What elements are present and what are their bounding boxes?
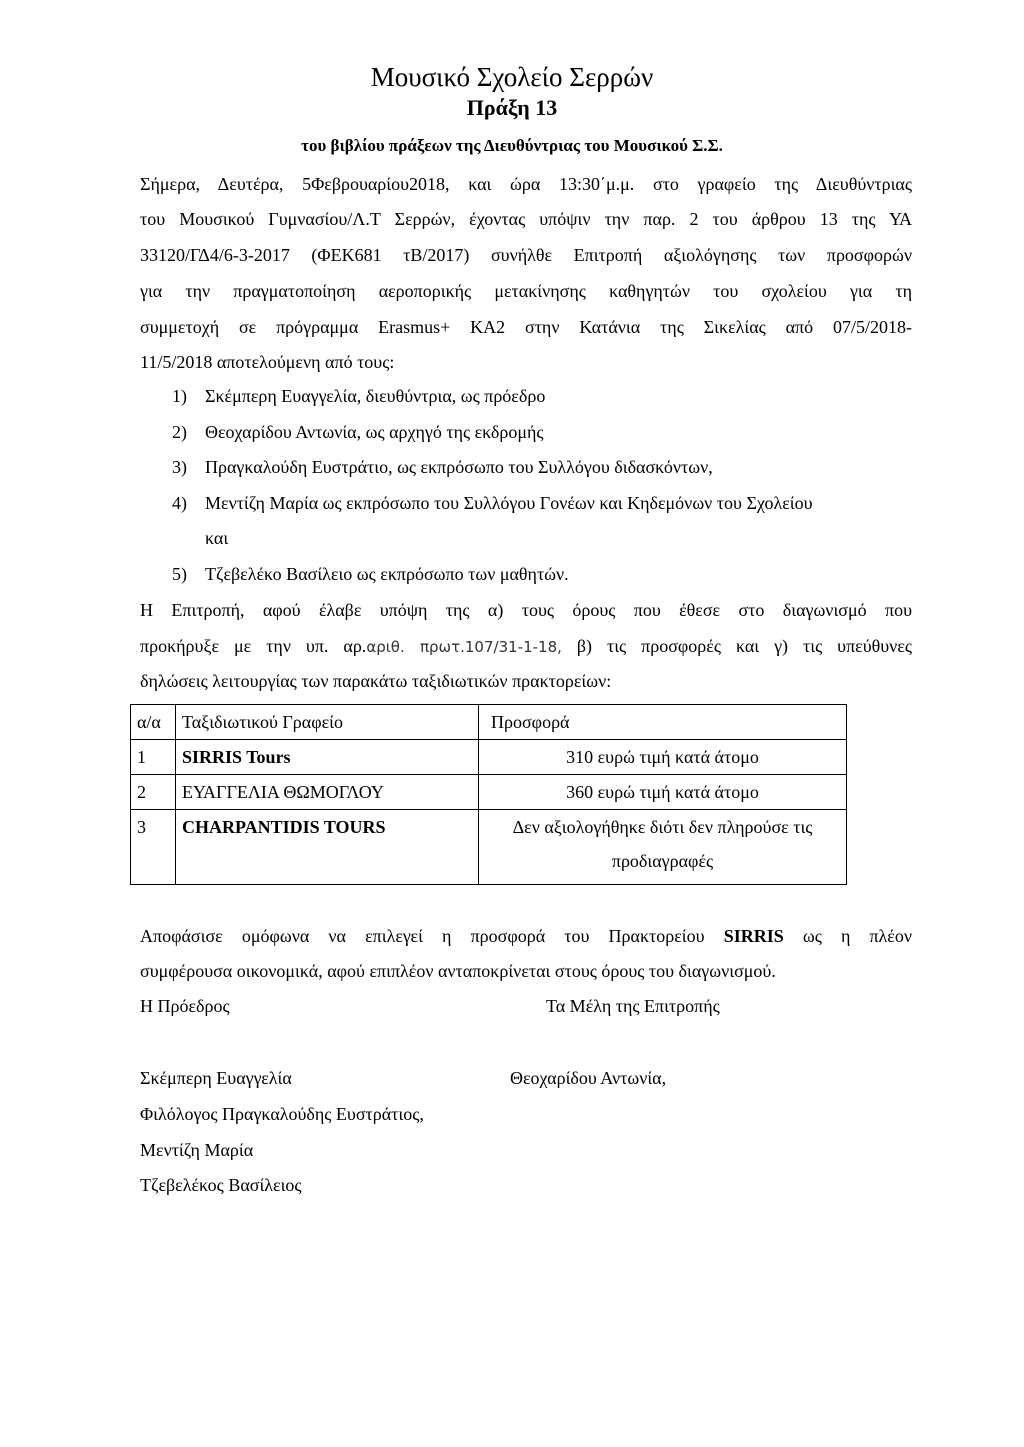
table-header-row <box>131 705 847 740</box>
intro-line: 33120/ΓΔ4/6-3-2017 (ΦΕΚ681 τΒ/2017) συνήλθε Επιτροπή αξιολόγησης των προσφορών <box>140 245 912 265</box>
president-name: Σκέμπερη Ευαγγελία <box>140 1068 292 1088</box>
decision-text: Αποφάσισε ομόφωνα να επιλεγεί η προσφορά του Πρακτορείου <box>140 926 724 946</box>
member-number: 1) <box>172 386 187 406</box>
agency-name: CHARPANTIDIS TOURS <box>176 810 479 885</box>
school-title: Μουσικό Σχολείο Σερρών <box>370 62 654 92</box>
table-row <box>131 740 847 775</box>
member-signature: Φιλόλογος Πραγκαλούδης Ευστράτιος, <box>140 1104 424 1124</box>
president-label: Η Πρόεδρος <box>140 996 230 1016</box>
header-cell: Προσφορά <box>479 705 847 740</box>
row-number: 3 <box>131 810 176 885</box>
member-text: Πραγκαλούδη Ευστράτιο, ως εκπρόσωπο του Συλλόγου διδασκόντων, <box>205 457 713 477</box>
header-cell: Ταξιδιωτικού Γραφείο <box>176 705 479 740</box>
table-row <box>131 810 847 885</box>
decision-text: ως η πλέον <box>783 926 912 946</box>
committee-text: προκήρυξε με την υπ. αρ. <box>140 636 367 656</box>
member-number: 5) <box>172 564 187 584</box>
committee-line: Η Επιτροπή, αφού έλαβε υπόψη της α) τους όρους που έθεσε στο διαγωνισμό που <box>140 600 912 620</box>
committee-text: β) τις προσφορές και γ) τις υπεύθυνες <box>561 636 912 656</box>
member-signature: Θεοχαρίδου Αντωνία, <box>510 1068 667 1088</box>
row-number: 1 <box>131 740 176 775</box>
member-number: 2) <box>172 422 187 442</box>
member-number: 3) <box>172 457 187 477</box>
agency-name: ΕΥΑΓΓΕΛΙΑ ΘΩΜΟΓΛΟΥ <box>176 775 479 810</box>
offers-table <box>130 704 847 885</box>
agency-name: SIRRIS Tours <box>176 740 479 775</box>
member-signature: Τζεβελέκος Βασίλειος <box>140 1175 302 1195</box>
row-number: 2 <box>131 775 176 810</box>
table-row <box>131 775 847 810</box>
decision-line <box>140 926 912 947</box>
selected-agency: SIRRIS <box>723 926 784 946</box>
member-text: Σκέμπερη Ευαγγελία, διευθύντρια, ως πρόεδρο <box>205 386 546 406</box>
decision-line: συμφέρουσα οικονομικά, αφού επιπλέον ανταποκρίνεται στους όρους του διαγωνισμού. <box>140 961 776 981</box>
member-text: Θεοχαρίδου Αντωνία, ως αρχηγό της εκδρομής <box>205 422 544 442</box>
committee-line: δηλώσεις λειτουργίας των παρακάτω ταξιδιωτικών πρακτορείων: <box>140 671 612 691</box>
offer-value: Δεν αξιολογήθηκε διότι δεν πληρούσε τις προδιαγραφές <box>479 810 847 885</box>
members-label: Τα Μέλη της Επιτροπής <box>546 996 720 1016</box>
intro-line: 11/5/2018 αποτελούμενη από τους: <box>140 352 395 372</box>
offer-value: 310 ευρώ τιμή κατά άτομο <box>479 740 847 775</box>
intro-line: του Μουσικού Γυμνασίου/Λ.Τ Σερρών, έχοντας υπόψιν την παρ. 2 του άρθρου 13 της ΥΑ <box>140 209 912 229</box>
header-cell: α/α <box>131 705 176 740</box>
intro-line: συμμετοχή σε πρόγραμμα Erasmus+ ΚΑ2 στην Κατάνια της Σικελίας από 07/5/2018- <box>140 317 912 337</box>
committee-line <box>140 636 912 657</box>
member-number: 4) <box>172 493 187 513</box>
member-text: Μεντίζη Μαρία ως εκπρόσωπο του Συλλόγου Γονέων και Κηδεμόνων του Σχολείου <box>205 493 813 513</box>
member-continuation: και <box>205 528 229 548</box>
protocol-reference: αριθ. πρωτ.107/31-1-18, <box>366 638 562 656</box>
offer-value: 360 ευρώ τιμή κατά άτομο <box>479 775 847 810</box>
act-subtitle: του βιβλίου πράξεων της Διευθύντριας του Μουσικού Σ.Σ. <box>301 136 723 155</box>
member-signature: Μεντίζη Μαρία <box>140 1140 254 1160</box>
intro-line: για την πραγματοποίηση αεροπορικής μετακίνησης καθηγητών του σχολείου για τη <box>140 281 912 301</box>
intro-line: Σήμερα, Δευτέρα, 5Φεβρουαρίου2018, και ώρα 13:30΄μ.μ. στο γραφείο της Διευθύντριας <box>140 174 912 194</box>
member-text: Τζεβελέκο Βασίλειο ως εκπρόσωπο των μαθητών. <box>205 564 569 584</box>
act-number: Πράξη 13 <box>466 95 558 120</box>
